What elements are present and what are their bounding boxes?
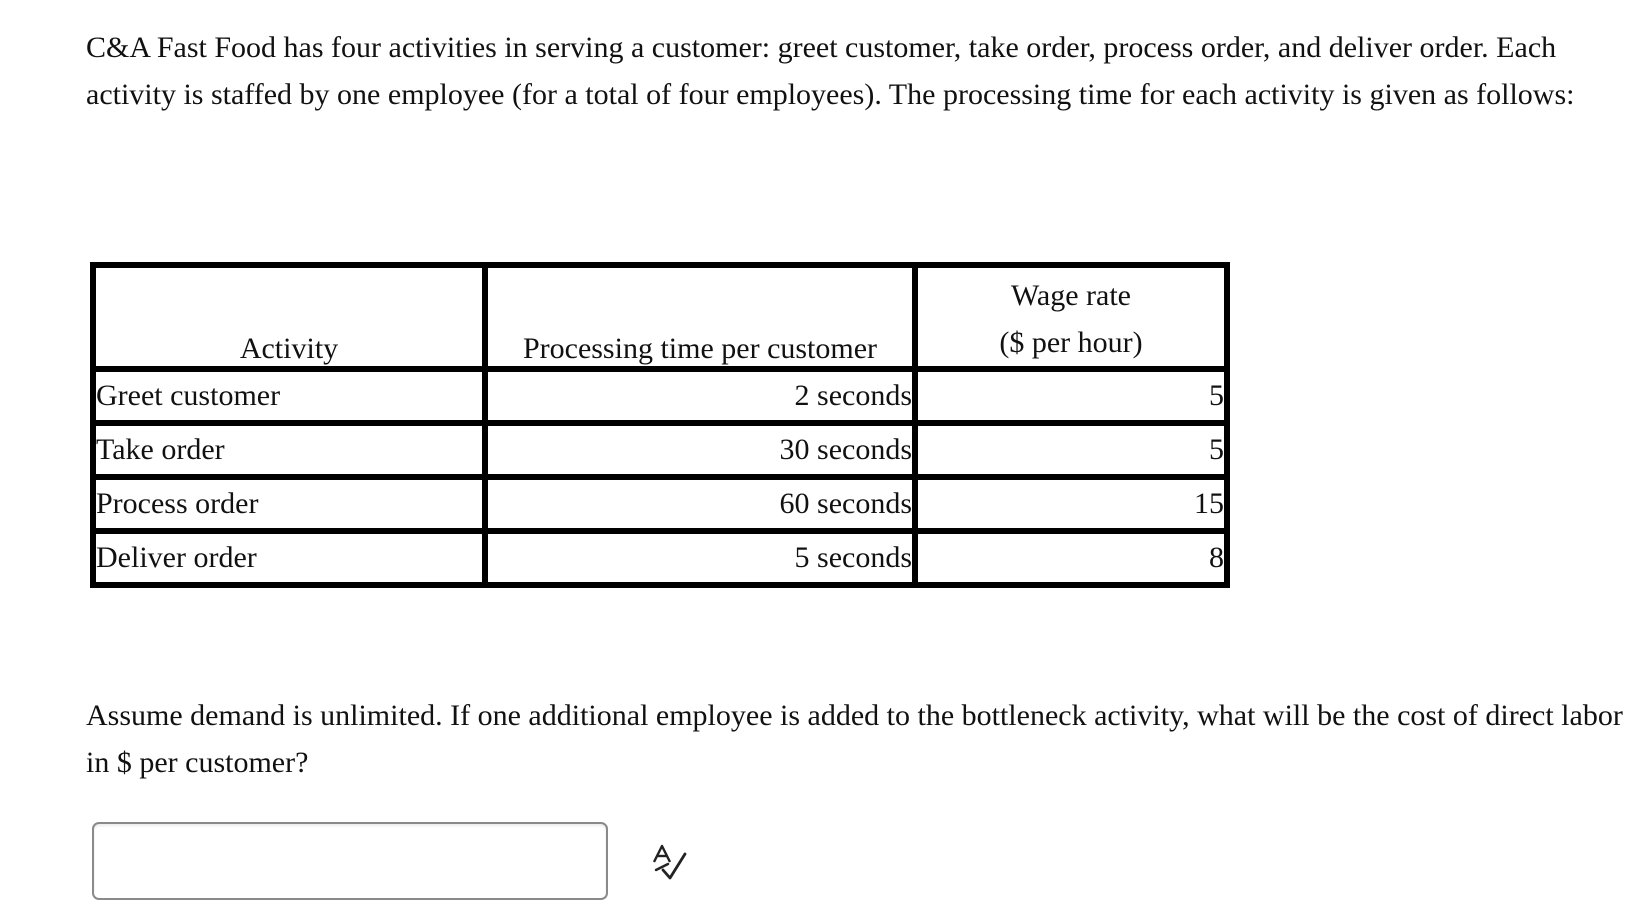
cell-wage: 15 bbox=[918, 480, 1224, 534]
cell-processing-time: 5 seconds bbox=[488, 534, 918, 582]
table-header-row bbox=[96, 268, 1224, 372]
problem-intro: C&A Fast Food has four activities in serving a customer: greet customer, take order, process order, and deliver order. Each activity is staffed by one employee (for a total of four employees). The processing time for each activity is given as follows: bbox=[86, 31, 1575, 111]
activity-table bbox=[90, 262, 1230, 588]
spell-check-icon[interactable] bbox=[650, 842, 690, 882]
table-row bbox=[96, 426, 1224, 480]
cell-activity: Process order bbox=[96, 480, 488, 534]
header-processing-time: Processing time per customer bbox=[488, 268, 918, 372]
answer-input[interactable] bbox=[92, 822, 608, 900]
cell-activity: Take order bbox=[96, 426, 488, 480]
header-wage-rate bbox=[918, 268, 1224, 372]
header-activity: Activity bbox=[96, 268, 488, 372]
cell-wage: 8 bbox=[1209, 541, 1224, 574]
cell-activity: Deliver order bbox=[96, 534, 488, 582]
table-row bbox=[96, 534, 1224, 582]
cell-processing-time: 60 seconds bbox=[488, 480, 918, 534]
question-text: Assume demand is unlimited. If one additional employee is added to the bottleneck activity, what will be the cost of direct labor in $ per customer? bbox=[86, 699, 1623, 779]
cell-wage: 5 bbox=[918, 426, 1224, 480]
header-wage-line1: Wage rate bbox=[1011, 279, 1131, 312]
cell-processing-time: 30 seconds bbox=[488, 426, 918, 480]
cell-wage: 5 bbox=[918, 372, 1224, 426]
table-row bbox=[96, 372, 1224, 426]
cell-processing-time: 2 seconds bbox=[488, 372, 918, 426]
table-row bbox=[96, 480, 1224, 534]
header-wage-line2: ($ per hour) bbox=[999, 326, 1143, 359]
cell-activity: Greet customer bbox=[96, 372, 488, 426]
